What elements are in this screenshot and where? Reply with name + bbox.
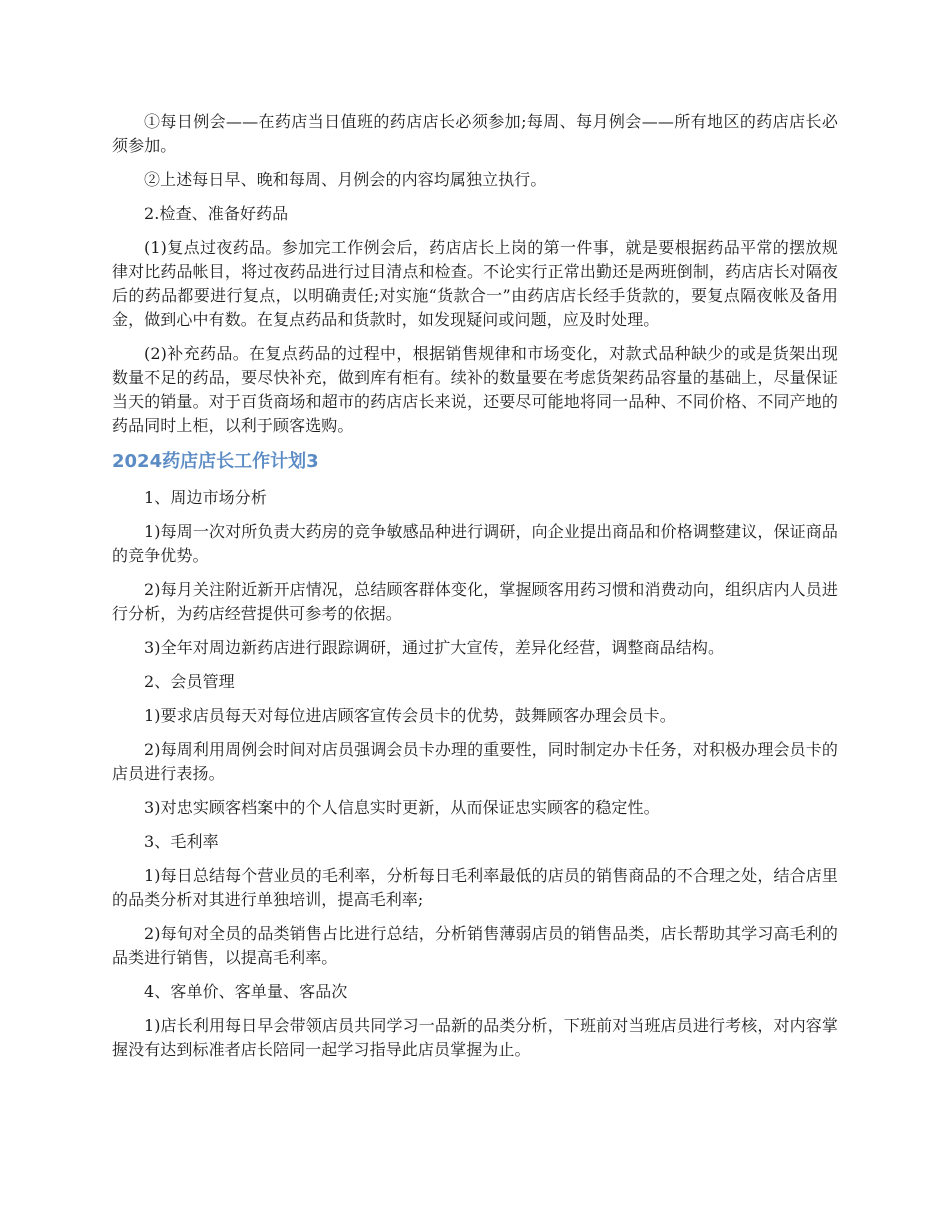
paragraph-member-item-1: 1)要求店员每天对每位进店顾客宣传会员卡的优势，鼓舞顾客办理会员卡。 (144, 706, 676, 725)
paragraph-market-analysis-title: 1、周边市场分析 (144, 488, 267, 507)
paragraph-member-item-2: 2)每周利用周例会时间对店员强调会员卡办理的重要性，同时制定办卡任务，对积极办理会员卡的店员进行表扬。 (112, 740, 838, 783)
paragraph-market-item-2: 2)每月关注附近新开店情况，总结顾客群体变化，掌握顾客用药习惯和消费动向，组织店内人员进行分析，为药店经营提供可参考的依据。 (112, 580, 838, 623)
paragraph-recount-overnight: (1)复点过夜药品。参加完工作例会后，药店店长上岗的第一件事，就是要根据药品平常的摆放规律对比药品帐目，将过夜药品进行过目清点和检查。不论实行正常出勤还是两班倒制，药店店长对隔夜后的药品都要进行复点，以明确责任;对实施“货款合一”由药店店长经手货款的，要复点隔夜帐及备用金，做到心中有数。在复点药品和货款时，如发现疑问或问题，应及时处理。 (112, 238, 838, 329)
paragraph-market-item-3: 3)全年对周边新药店进行跟踪调研，通过扩大宣传，差异化经营，调整商品结构。 (144, 638, 725, 657)
paragraph-meeting-execution: ②上述每日早、晚和每周、月例会的内容均属独立执行。 (144, 170, 547, 189)
paragraph-replenish: (2)补充药品。在复点药品的过程中，根据销售规律和市场变化，对款式品种缺少的或是货架出现数量不足的药品，要尽快补充，做到库有柜有。续补的数量要在考虑货架药品容量的基础上，尽量保证当天的销量。对于百货商场和超市的药店店长来说，还要尽可能地将同一品种、不同价格、不同产地的药品同时上柜，以利于顾客选购。 (112, 344, 838, 435)
paragraph-margin-title: 3、毛利率 (144, 832, 219, 851)
paragraph-member-title: 2、会员管理 (144, 672, 235, 691)
paragraph-margin-item-1: 1)每日总结每个营业员的毛利率，分析每日毛利率最低的店员的销售商品的不合理之处，结合店里的品类分析对其进行单独培训，提高毛利率; (112, 866, 838, 909)
paragraph-market-item-1: 1)每周一次对所负责大药房的竞争敏感品种进行调研，向企业提出商品和价格调整建议，保证商品的竞争优势。 (112, 522, 838, 565)
paragraph-member-item-3: 3)对忠实顾客档案中的个人信息实时更新，从而保证忠实顾客的稳定性。 (144, 798, 660, 817)
paragraph-margin-item-2: 2)每旬对全员的品类销售占比进行总结，分析销售薄弱店员的销售品类，店长帮助其学习高毛利的品类进行销售，以提高毛利率。 (112, 924, 838, 967)
paragraph-customer-item-1: 1)店长利用每日早会带领店员共同学习一品新的品类分析，下班前对当班店员进行考核，对内容掌握没有达到标准者店长陪同一起学习指导此店员掌握为止。 (112, 1016, 838, 1059)
document-body (112, 110, 838, 1072)
paragraph-check-prepare-heading: 2.检查、准备好药品 (144, 204, 289, 223)
section-heading: 2024药店店长工作计划3 (112, 451, 319, 472)
paragraph-daily-meeting: ①每日例会——在药店当日值班的药店店长必须参加;每周、每月例会——所有地区的药店店长必须参加。 (112, 112, 838, 155)
paragraph-customer-title: 4、客单价、客单量、客品次 (144, 982, 348, 1001)
